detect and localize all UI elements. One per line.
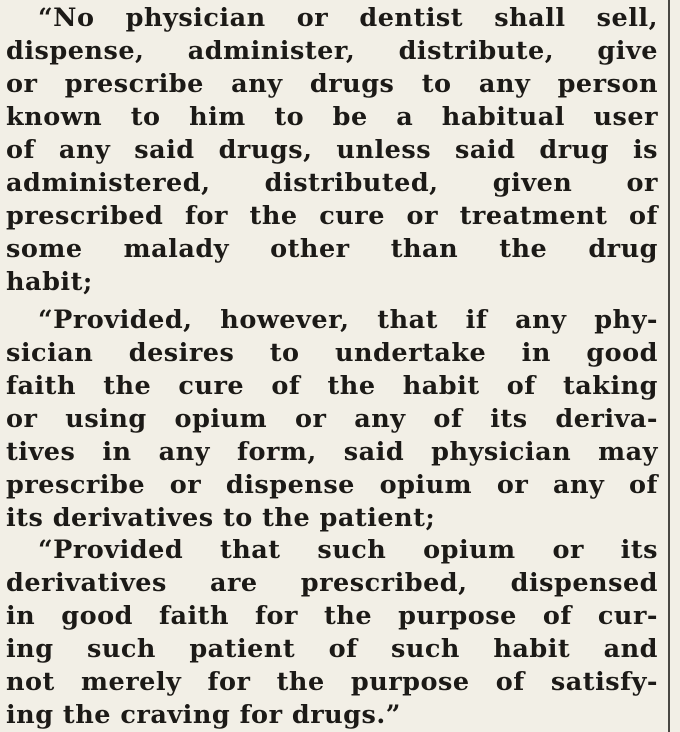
- text-line: known to him to be a habitual user: [6, 102, 658, 132]
- text-line: of any said drugs, unless said drug is: [6, 135, 658, 165]
- text-line: ing such patient of such habit and: [6, 634, 658, 664]
- text-line: faith the cure of the habit of taking: [6, 371, 658, 401]
- text-line: in good faith for the purpose of cur-: [6, 601, 658, 631]
- text-line: or using opium or any of its deriva-: [6, 404, 658, 434]
- text-line: prescribe or dispense opium or any of: [6, 470, 658, 500]
- text-column: [6, 0, 664, 732]
- text-line: derivatives are prescribed, dispensed: [6, 568, 658, 598]
- text-line: “No physician or dentist shall sell,: [38, 3, 658, 33]
- text-line: prescribed for the cure or treatment of: [6, 201, 658, 231]
- text-line: ing the craving for drugs.”: [6, 700, 401, 730]
- text-line: sician desires to undertake in good: [6, 338, 658, 368]
- text-line: “Provided that such opium or its: [38, 535, 658, 565]
- text-line: or prescribe any drugs to any person: [6, 69, 658, 99]
- text-line: dispense, administer, distribute, give: [6, 36, 658, 66]
- text-line: tives in any form, said physician may: [6, 437, 658, 467]
- text-line: administered, distributed, given or: [6, 168, 658, 198]
- text-line: “Provided, however, that if any phy-: [38, 305, 658, 335]
- text-line: some malady other than the drug: [6, 234, 658, 264]
- text-line: not merely for the purpose of satisfy-: [6, 667, 658, 697]
- text-line: habit;: [6, 267, 93, 297]
- column-rule: [668, 0, 670, 732]
- text-line: its derivatives to the patient;: [6, 503, 436, 533]
